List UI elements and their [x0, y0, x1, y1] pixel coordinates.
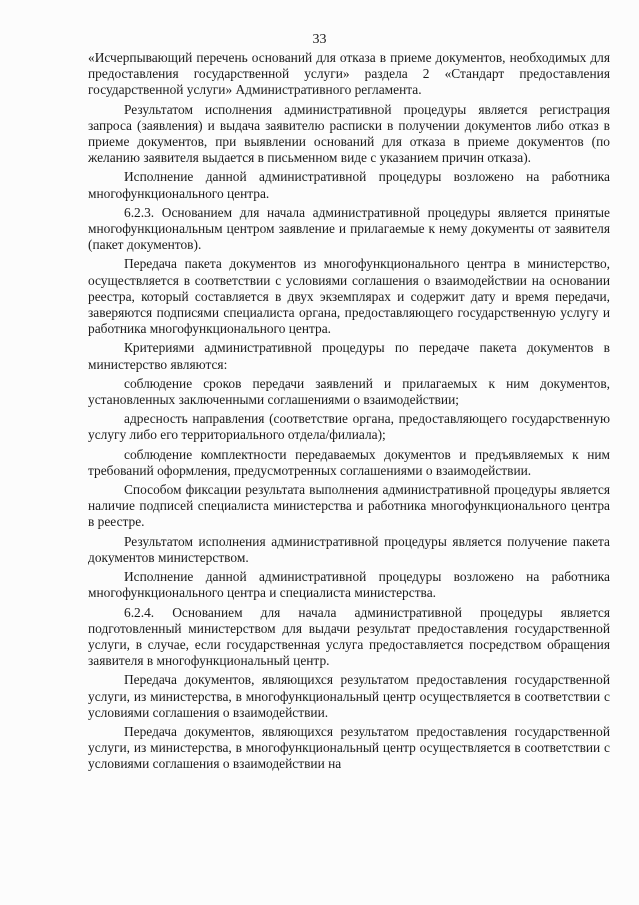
paragraph: Исполнение данной административной процедуры возложено на работника многофункционального центра и специалиста министерства.	[88, 569, 610, 601]
paragraph: «Исчерпывающий перечень оснований для отказа в приеме документов, необходимых для предоставления государственной услуги» раздела 2 «Стандарт предоставления государственной услуги» Административного регламента.	[88, 50, 610, 98]
paragraph: Исполнение данной административной процедуры возложено на работника многофункционального центра.	[88, 169, 610, 201]
paragraph: соблюдение сроков передачи заявлений и прилагаемых к ним документов, установленных заключенными соглашениями о взаимодействии;	[88, 375, 610, 408]
paragraph: Передача документов, являющихся результатом предоставления государственной услуги, из министерства, в многофункциональный центр осуществляется в соответствии с условиями соглашения о взаимодействии.	[88, 672, 610, 720]
paragraph: Критериями административной процедуры по передаче пакета документов в министерство являются:	[88, 340, 610, 372]
paragraph: Результатом исполнения административной процедуры является получение пакета документов министерством.	[88, 533, 610, 565]
page-number: 33	[312, 32, 327, 47]
paragraph: адресность направления (соответствие органа, предоставляющего государственную услугу либо его территориального отдела/филиала);	[88, 411, 610, 443]
paragraph: 6.2.3. Основанием для начала административной процедуры является принятые многофункциональным центром заявление и прилагаемые к нему документы от заявителя (пакет документов).	[88, 204, 610, 253]
paragraph: Передача пакета документов из многофункционального центра в министерство, осуществляется в соответствии с условиями соглашения о взаимодействии на основании реестра, который составляется в двух экземплярах и содержит дату и время передачи, заверяются подписями специалиста органа, предоставляющего государственную услугу и работника многофункционального центра.	[88, 256, 610, 337]
page-body	[88, 50, 610, 776]
paragraph: Передача документов, являющихся результатом предоставления государственной услуги, из министерства, в многофункциональный центр осуществляется в соответствии с условиями соглашения о взаимодействии на	[88, 723, 610, 772]
paragraph: Способом фиксации результата выполнения административной процедуры является наличие подписей специалиста министерства и работника многофункционального центра в реестре.	[88, 482, 610, 530]
paragraph: Результатом исполнения административной процедуры является регистрация запроса (заявления) и выдача заявителю расписки в получении документов либо отказ в приеме документов, при выявлении оснований для отказа в приеме документов (по желанию заявителя выдается в письменном виде с указанием причин отказа).	[88, 101, 610, 166]
paragraph: 6.2.4. Основанием для начала административной процедуры является подготовленный министерством для выдачи результат предоставления государственной услуги, в случае, если государственная услуга предоставляется посредством обращения заявителя в многофункциональный центр.	[88, 604, 610, 669]
paragraph: соблюдение комплектности передаваемых документов и предъявляемых к ним требований оформления, предусмотренных соглашениями о взаимодействии.	[88, 446, 610, 478]
